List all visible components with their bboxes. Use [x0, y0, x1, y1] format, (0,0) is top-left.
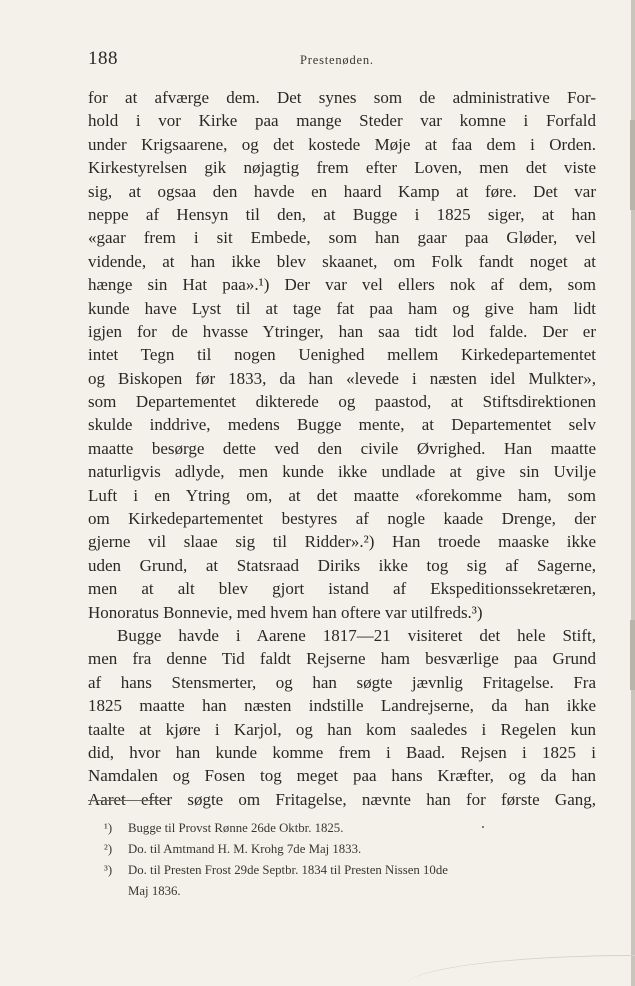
text-line: did, hvor han kunde komme frem i Baad. Rejsen i 1825 i	[88, 742, 596, 762]
text-line: om Kirkedepartementet bestyres af nogle kaade Drenge, der	[88, 509, 596, 529]
footnote-mark: ¹)	[104, 821, 113, 835]
text-line: «gaar frem i sit Embede, som han gaar paa Gløder, vel	[88, 228, 596, 248]
text-line: under Krigsaarene, og det kostede Møje at faa dem i Orden.	[88, 134, 596, 154]
text-line: gjerne vil slaae sig til Ridder».²) Han troede maaske ikke	[88, 532, 596, 552]
footnote-text: Do. til Amtmand H. M. Krohg 7de Maj 1833.	[128, 842, 362, 856]
text-line: kunde have Lyst til at tage fat paa ham og give ham lidt	[88, 298, 596, 318]
text-line: intet Tegn til nogen Uenighed mellem Kirkedepartementet	[88, 345, 596, 365]
text-line: igjen for de hvasse Ytringer, han saa tidt lod falde. Der er	[88, 321, 596, 341]
footnote-continuation	[104, 881, 596, 902]
footnote	[104, 839, 596, 860]
footnote	[104, 818, 596, 839]
text-line: hold i vor Kirke paa mange Steder var komne i Forfald	[88, 111, 596, 131]
text-line: Kirkestyrelsen gik nøjagtig frem efter Loven, men det viste	[88, 158, 596, 178]
running-head: Prestenøden.	[300, 53, 374, 67]
footnote-text: Bugge til Provst Rønne 26de Oktbr. 1825.	[128, 821, 344, 835]
text-line: sig, at ogsaa den havde en haard Kamp at føre. Det var	[88, 181, 596, 201]
text-line: neppe af Hensyn til den, at Bugge i 1825 siger, at han	[88, 204, 596, 224]
page-edge-mark	[630, 120, 635, 210]
text-line: vidende, at han ikke blev skaanet, om Folk fandt noget at	[88, 251, 596, 271]
text-line: Aaret efter søgte om Fritagelse, nævnte han for første Gang,	[88, 789, 596, 809]
body-text	[88, 86, 596, 811]
paragraph-start-line: Bugge havde i Aarene 1817—21 visiteret det hele Stift,	[117, 625, 596, 645]
footnote-text: Maj 1836.	[128, 884, 181, 898]
page-header	[88, 48, 588, 72]
text-line: skulde inddrive, medens Bugge mente, at Departementet selv	[88, 415, 596, 435]
text-line: Namdalen og Fosen tog meget paa hans Kræfter, og da han	[88, 766, 596, 786]
footnote-divider	[88, 800, 168, 801]
page-curl	[405, 955, 635, 986]
footnote-text: Do. til Presten Frost 29de Septbr. 1834 til Presten Nissen 10de	[128, 863, 448, 877]
text-line: men fra denne Tid faldt Rejserne ham besværlige paa Grund	[88, 649, 596, 669]
page-number: 188	[88, 48, 118, 69]
text-line: naturligvis adlyde, men kunde ikke undlade at give sin Uvilje	[88, 462, 596, 482]
text-line: og Biskopen før 1833, da han «levede i næsten idel Mulkter»,	[88, 368, 596, 388]
print-speck	[482, 826, 484, 828]
text-line: men at alt blev gjort istand af Ekspeditionssekretæren,	[88, 579, 596, 599]
text-line: som Departementet dikterede og paastod, at Stiftsdirektionen	[88, 392, 596, 412]
text-line: af hans Stensmerter, og han søgte jævnlig Fritagelse. Fra	[88, 672, 596, 692]
text-line: hænge sin Hat paa».¹) Der var vel ellers nok af dem, som	[88, 275, 596, 295]
text-line: Luft i en Ytring om, at det maatte «forekomme ham, som	[88, 485, 596, 505]
page-edge-mark	[630, 620, 635, 690]
text-line: taalte at kjøre i Karjol, og han kom saaledes i Regelen kun	[88, 719, 596, 739]
text-line: for at afværge dem. Det synes som de administrative For-	[88, 88, 596, 107]
footnote-mark: ³)	[104, 863, 113, 877]
text-line: maatte besørge dette ved den civile Øvrighed. Han maatte	[88, 438, 596, 458]
text-line: 1825 maatte han næsten indstille Landrejserne, da han ikke	[88, 696, 596, 716]
footnotes	[104, 818, 596, 902]
text-line: Honoratus Bonnevie, med hvem han oftere var utilfreds.³)	[88, 602, 483, 622]
footnote-mark: ²)	[104, 842, 113, 856]
footnote	[104, 860, 596, 881]
text-line: uden Grund, at Statsraad Diriks ikke tog sig af Sagerne,	[88, 555, 596, 575]
